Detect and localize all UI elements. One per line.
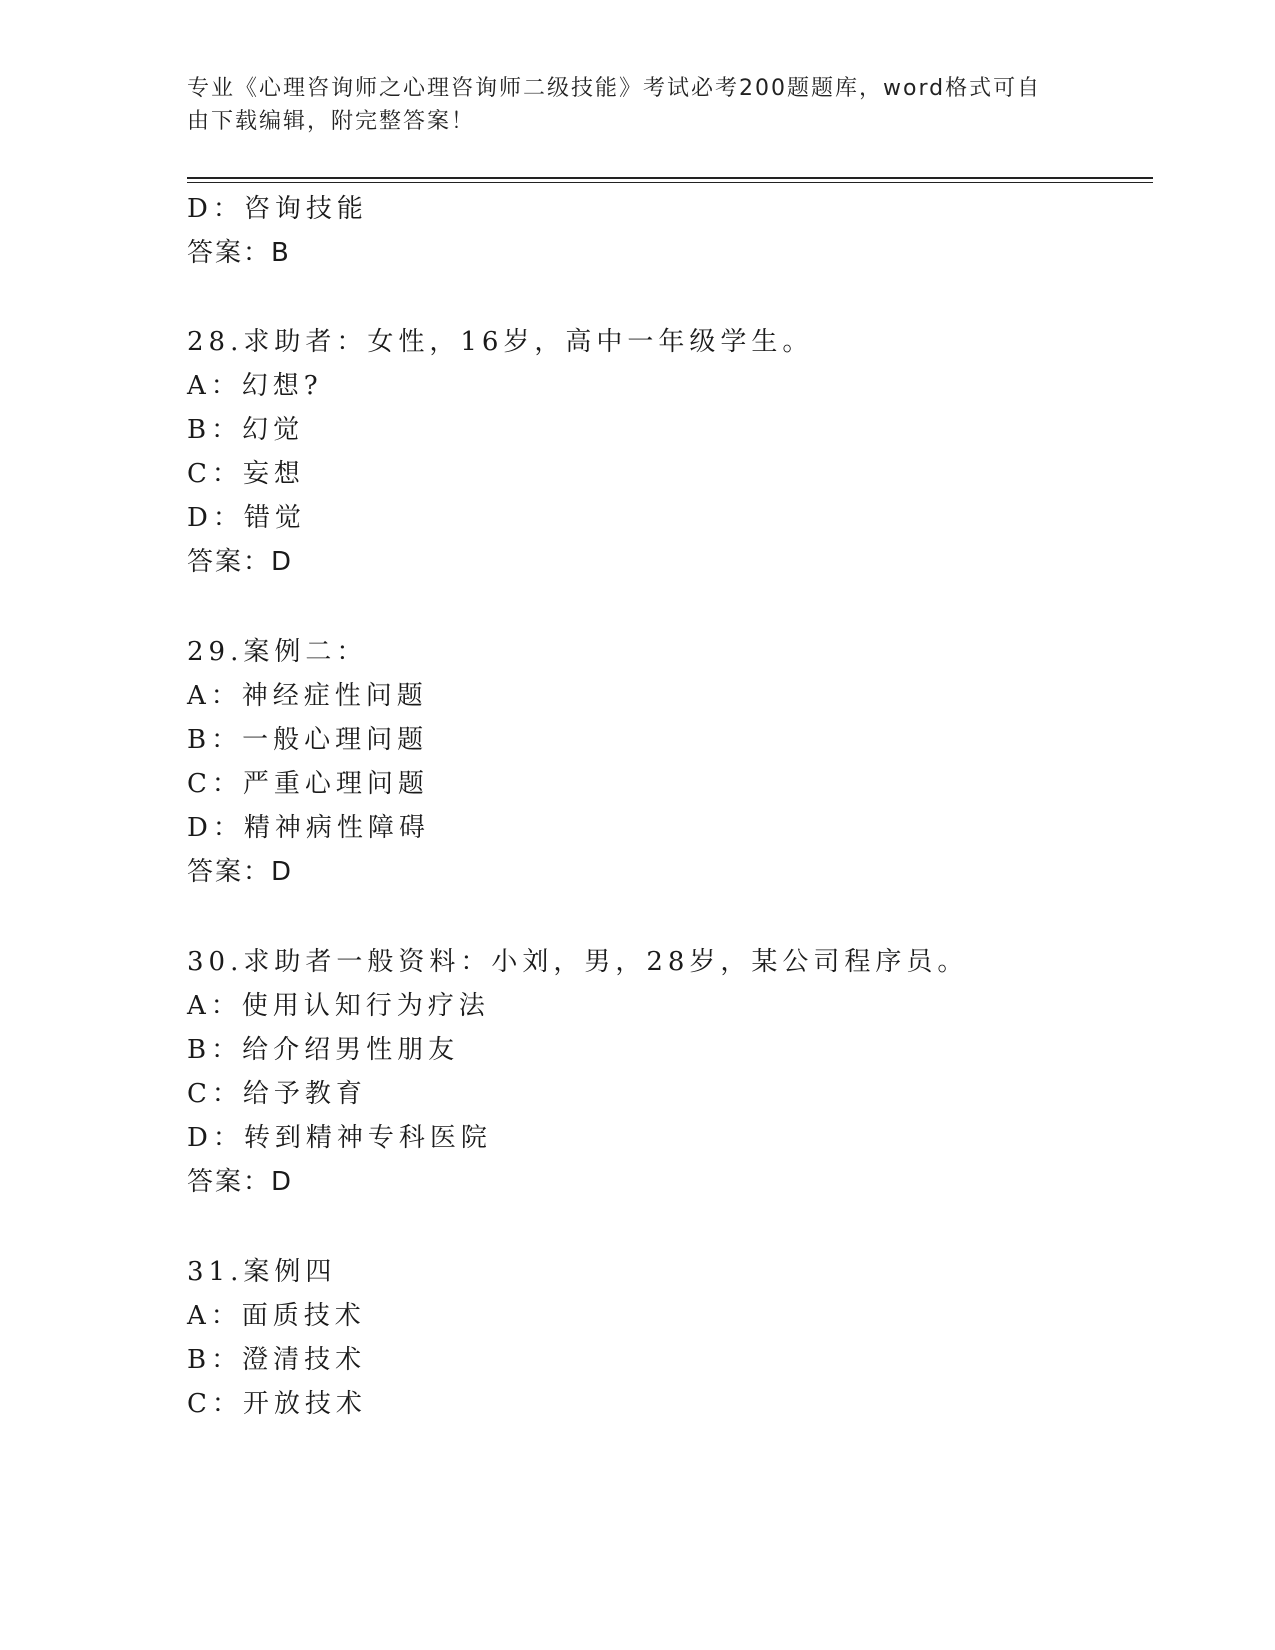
question-stem: 30.求助者一般资料：小刘，男，28岁，某公司程序员。 (187, 947, 969, 977)
option-a: A：神经症性问题 (187, 681, 428, 711)
answer-line: 答案：D (187, 547, 294, 577)
option-d: D：错觉 (187, 503, 306, 533)
header-rule-thin (187, 182, 1153, 183)
header-line-1: 专业《心理咨询师之心理咨询师二级技能》考试必考200题题库，word格式可自 (187, 76, 1042, 101)
header-rule-thick (187, 177, 1153, 179)
option-c: C：开放技术 (187, 1389, 367, 1419)
answer-line: 答案：B (187, 238, 291, 268)
answer-line: 答案：D (187, 1167, 294, 1197)
option-c: C：妄想 (187, 459, 305, 489)
option-a: A：幻想? (187, 371, 323, 401)
header-line-2: 由下载编辑，附完整答案！ (187, 109, 476, 134)
option-d: D：转到精神专科医院 (187, 1123, 492, 1153)
option-d: D：精神病性障碍 (187, 813, 430, 843)
question-stem: 31.案例四 (187, 1257, 337, 1287)
option-c: C：给予教育 (187, 1079, 367, 1109)
document-header (187, 72, 1067, 138)
option-b: B：给介绍男性朋友 (187, 1035, 460, 1065)
question-stem: 29.案例二： (187, 637, 368, 667)
option-a: A：面质技术 (187, 1301, 366, 1331)
option-d: D：咨询技能 (187, 194, 368, 224)
option-b: B：幻觉 (187, 415, 305, 445)
option-c: C：严重心理问题 (187, 769, 429, 799)
answer-line: 答案：D (187, 857, 294, 887)
option-b: B：澄清技术 (187, 1345, 367, 1375)
question-stem: 28.求助者：女性，16岁，高中一年级学生。 (187, 327, 814, 357)
option-b: B：一般心理问题 (187, 725, 429, 755)
option-a: A：使用认知行为疗法 (187, 991, 490, 1021)
